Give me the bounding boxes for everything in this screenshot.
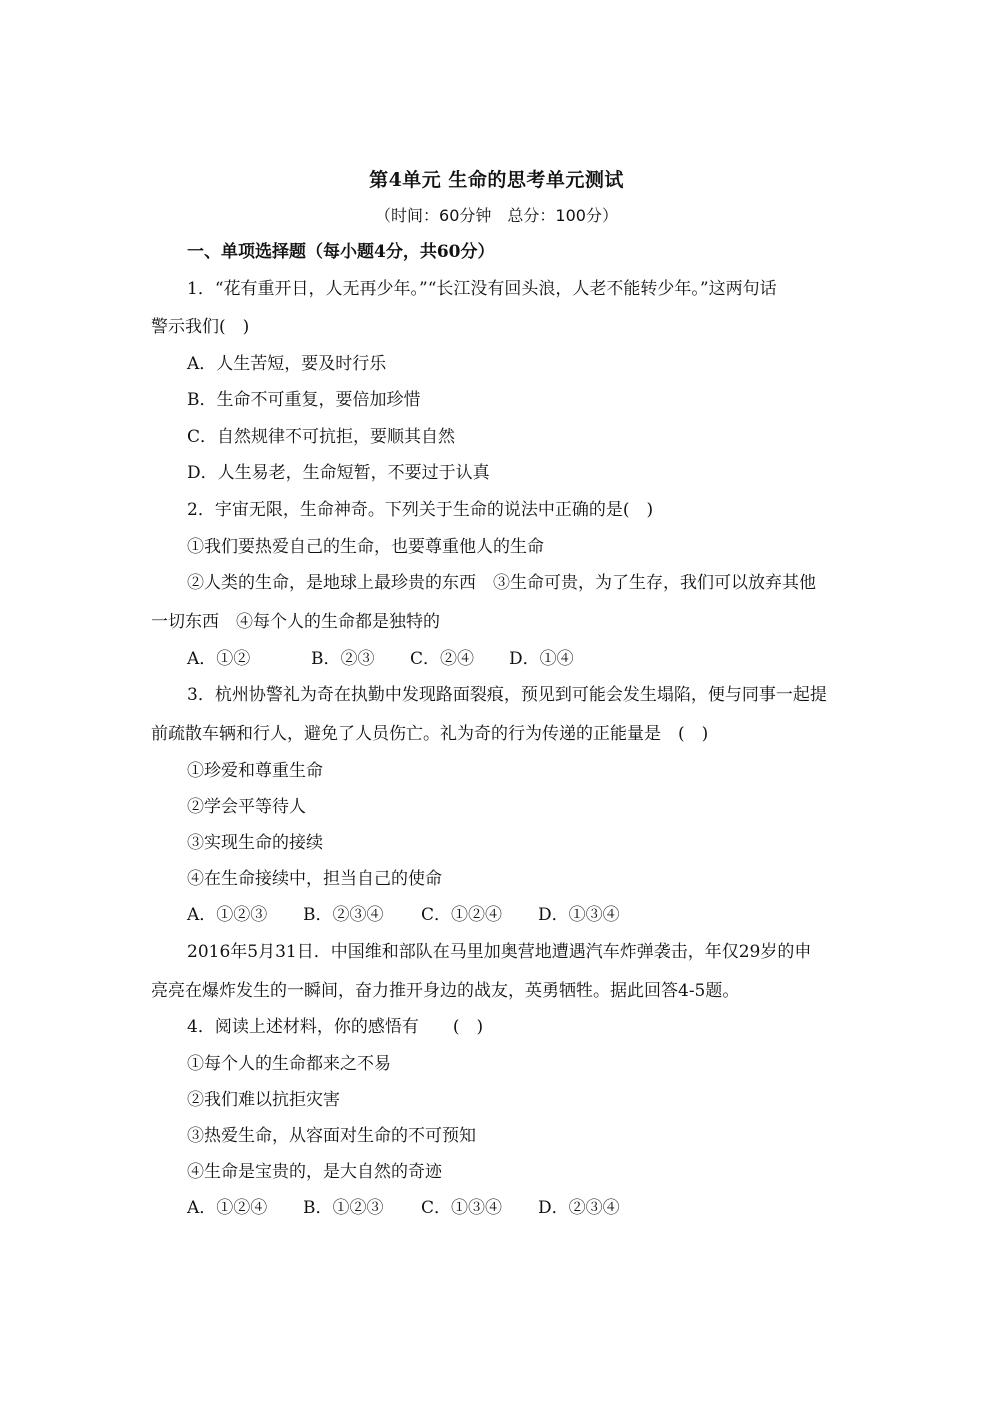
q3-item-4: ④在生命接续中，担当自己的使命 — [187, 869, 442, 889]
q2-option-b: B．②③ — [311, 649, 375, 669]
exam-info: （时间：60分钟 总分：100分） — [375, 206, 618, 225]
q3-option-a: A．①②③ — [187, 905, 268, 925]
q2-item-1: ①我们要热爱自己的生命，也要尊重他人的生命 — [187, 537, 544, 557]
q2-option-d: D．①④ — [509, 649, 574, 669]
q2-item-2-line2: 一切东西 ④每个人的生命都是独特的 — [151, 612, 440, 632]
q4-option-a: A．①②④ — [187, 1198, 268, 1218]
q1-option-c: C．自然规律不可抗拒，要顺其自然 — [187, 427, 456, 447]
q3-item-3: ③实现生命的接续 — [187, 833, 323, 853]
q1-stem-line1: 1．“花有重开日，人无再少年。”“长江没有回头浪，人老不能转少年。”这两句话 — [187, 279, 777, 299]
q3-stem-line1: 3．杭州协警礼为奇在执勤中发现路面裂痕，预见到可能会发生塌陷，便与同事一起提 — [187, 685, 827, 705]
q1-option-b: B．生命不可重复，要倍加珍惜 — [187, 390, 421, 410]
q2-option-a: A．①② — [187, 649, 251, 669]
q3-option-b: B．②③④ — [303, 905, 384, 925]
q3-option-d: D．①③④ — [538, 905, 620, 925]
section-heading: 一、单项选择题（每小题4分，共60分） — [187, 242, 495, 262]
q1-option-a: A．人生苦短，要及时行乐 — [187, 354, 387, 374]
q2-stem: 2．宇宙无限，生命神奇。下列关于生命的说法中正确的是( ) — [187, 500, 654, 520]
q3-stem-line2: 前疏散车辆和行人，避免了人员伤亡。礼为奇的行为传递的正能量是 ( ) — [151, 724, 709, 744]
q2-option-c: C．②④ — [410, 649, 475, 669]
q4-item-4: ④生命是宝贵的，是大自然的奇迹 — [187, 1162, 442, 1182]
q4-option-c: C．①③④ — [421, 1198, 503, 1218]
q1-option-d: D．人生易老，生命短暂，不要过于认真 — [187, 463, 490, 483]
q1-stem-line2: 警示我们( ) — [151, 317, 250, 337]
q4-option-b: B．①②③ — [303, 1198, 384, 1218]
q3-option-c: C．①②④ — [421, 905, 503, 925]
q4-option-d: D．②③④ — [538, 1198, 620, 1218]
q4-item-2: ②我们难以抗拒灾害 — [187, 1090, 340, 1110]
q4-item-1: ①每个人的生命都来之不易 — [187, 1054, 391, 1074]
page-title: 第4单元 生命的思考单元测试 — [369, 169, 624, 191]
q3-options — [187, 903, 620, 927]
material-line2: 亮亮在爆炸发生的一瞬间，奋力推开身边的战友，英勇牺牲。据此回答4-5题。 — [151, 981, 740, 1001]
q4-options — [187, 1196, 620, 1220]
q2-item-2-line1: ②人类的生命，是地球上最珍贵的东西 ③生命可贵，为了生存，我们可以放弃其他 — [187, 573, 816, 593]
q4-item-3: ③热爱生命，从容面对生命的不可预知 — [187, 1126, 476, 1146]
q3-item-1: ①珍爱和尊重生命 — [187, 761, 323, 781]
q3-item-2: ②学会平等待人 — [187, 797, 306, 817]
material-line1: 2016年5月31日．中国维和部队在马里加奥营地遭遇汽车炸弹袭击，年仅29岁的申 — [187, 942, 812, 962]
q2-options — [187, 647, 574, 671]
q4-stem: 4．阅读上述材料，你的感悟有 ( ) — [187, 1017, 484, 1037]
